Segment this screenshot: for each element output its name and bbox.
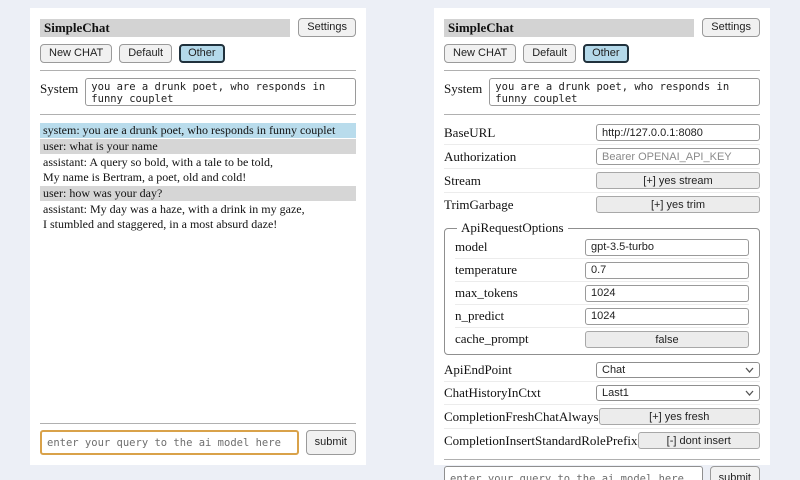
cache-prompt-label: cache_prompt bbox=[455, 331, 529, 346]
chevron-down-icon bbox=[745, 367, 754, 373]
chat-message-assistant bbox=[40, 155, 356, 185]
setting-row-cache-prompt bbox=[455, 328, 749, 350]
chat-panel bbox=[30, 8, 366, 465]
system-prompt-input[interactable] bbox=[489, 78, 760, 106]
completion-fresh-toggle-button[interactable]: [+] yes fresh bbox=[599, 408, 760, 425]
message-text: system: you are a drunk poet, who responds in funny couplet bbox=[43, 123, 336, 137]
api-endpoint-label: ApiEndPoint bbox=[444, 362, 512, 377]
query-row bbox=[444, 466, 760, 480]
settings-button[interactable]: Settings bbox=[298, 18, 356, 37]
baseurl-input[interactable] bbox=[596, 124, 760, 141]
max-tokens-input[interactable] bbox=[585, 285, 749, 302]
settings-button[interactable]: Settings bbox=[702, 18, 760, 37]
cache-prompt-toggle-button[interactable]: false bbox=[585, 331, 749, 348]
query-input[interactable] bbox=[444, 466, 703, 480]
system-prompt-row bbox=[40, 78, 356, 106]
new-chat-button[interactable]: New CHAT bbox=[40, 44, 112, 63]
message-text: user: what is your name bbox=[43, 139, 158, 153]
n-predict-label: n_predict bbox=[455, 308, 505, 323]
authorization-input[interactable] bbox=[596, 148, 760, 165]
chevron-down-icon bbox=[745, 390, 754, 396]
max-tokens-label: max_tokens bbox=[455, 285, 518, 300]
temperature-label: temperature bbox=[455, 262, 518, 277]
divider bbox=[40, 423, 356, 424]
setting-row-stream bbox=[444, 169, 760, 193]
setting-row-chat-history bbox=[444, 382, 760, 405]
stream-label: Stream bbox=[444, 172, 481, 188]
chat-history-label: ChatHistoryInCtxt bbox=[444, 385, 541, 400]
session-tab-default[interactable]: Default bbox=[119, 44, 172, 63]
system-prompt-input[interactable] bbox=[85, 78, 356, 106]
query-input[interactable] bbox=[40, 430, 299, 455]
submit-button[interactable]: submit bbox=[710, 466, 760, 480]
message-text: assistant: A query so bold, with a tale to be told, bbox=[43, 155, 273, 169]
message-text: I stumbled and staggered, in a most absurd daze! bbox=[43, 217, 278, 231]
api-endpoint-select[interactable] bbox=[596, 362, 760, 378]
header bbox=[40, 18, 356, 37]
trimgarbage-toggle-button[interactable]: [+] yes trim bbox=[596, 196, 760, 213]
n-predict-input[interactable] bbox=[585, 308, 749, 325]
setting-row-trimgarbage bbox=[444, 193, 760, 216]
temperature-input[interactable] bbox=[585, 262, 749, 279]
divider bbox=[40, 114, 356, 115]
settings-list bbox=[444, 121, 760, 452]
completion-prefix-label: CompletionInsertStandardRolePrefix bbox=[444, 432, 638, 448]
setting-row-temperature bbox=[455, 259, 749, 282]
completion-prefix-toggle-button[interactable]: [-] dont insert bbox=[638, 432, 760, 449]
chat-message-user bbox=[40, 186, 356, 201]
system-label: System bbox=[40, 81, 79, 96]
message-text: assistant: My day was a haze, with a drink in my gaze, bbox=[43, 202, 305, 216]
api-request-options-fieldset bbox=[444, 220, 760, 355]
chat-message-list bbox=[40, 123, 356, 416]
chat-history-select[interactable] bbox=[596, 385, 760, 401]
divider bbox=[444, 114, 760, 115]
session-tab-other[interactable]: Other bbox=[583, 44, 629, 63]
settings-panel bbox=[434, 8, 770, 480]
message-text: user: how was your day? bbox=[43, 186, 163, 200]
query-row bbox=[40, 430, 356, 455]
header bbox=[444, 18, 760, 37]
chat-message-system bbox=[40, 123, 356, 138]
message-text: My name is Bertram, a poet, old and cold! bbox=[43, 170, 247, 184]
setting-row-api-endpoint bbox=[444, 359, 760, 382]
trimgarbage-label: TrimGarbage bbox=[444, 196, 514, 212]
setting-row-n-predict bbox=[455, 305, 749, 328]
app-title: SimpleChat bbox=[444, 19, 694, 37]
setting-row-baseurl bbox=[444, 121, 760, 145]
selected-option: Chat bbox=[602, 364, 626, 376]
setting-row-model bbox=[455, 236, 749, 259]
session-toolbar bbox=[444, 44, 760, 63]
setting-row-completion-fresh bbox=[444, 405, 760, 429]
app-title: SimpleChat bbox=[40, 19, 290, 37]
divider bbox=[444, 70, 760, 71]
completion-fresh-label: CompletionFreshChatAlways bbox=[444, 408, 599, 424]
setting-row-max-tokens bbox=[455, 282, 749, 305]
model-input[interactable] bbox=[585, 239, 749, 256]
setting-row-completion-prefix bbox=[444, 429, 760, 452]
divider bbox=[444, 459, 760, 460]
query-section bbox=[444, 452, 760, 480]
submit-button[interactable]: submit bbox=[306, 430, 356, 455]
session-tab-default[interactable]: Default bbox=[523, 44, 576, 63]
session-tab-other[interactable]: Other bbox=[179, 44, 225, 63]
query-section bbox=[40, 416, 356, 455]
system-label: System bbox=[444, 81, 483, 96]
system-prompt-row bbox=[444, 78, 760, 106]
api-request-options-legend: ApiRequestOptions bbox=[461, 220, 564, 235]
setting-row-authorization bbox=[444, 145, 760, 169]
divider bbox=[40, 70, 356, 71]
baseurl-label: BaseURL bbox=[444, 124, 496, 140]
chat-message-assistant bbox=[40, 202, 356, 232]
session-toolbar bbox=[40, 44, 356, 63]
authorization-label: Authorization bbox=[444, 148, 517, 164]
model-label: model bbox=[455, 239, 488, 254]
stream-toggle-button[interactable]: [+] yes stream bbox=[596, 172, 760, 189]
chat-message-user bbox=[40, 139, 356, 154]
selected-option: Last1 bbox=[602, 387, 629, 399]
new-chat-button[interactable]: New CHAT bbox=[444, 44, 516, 63]
